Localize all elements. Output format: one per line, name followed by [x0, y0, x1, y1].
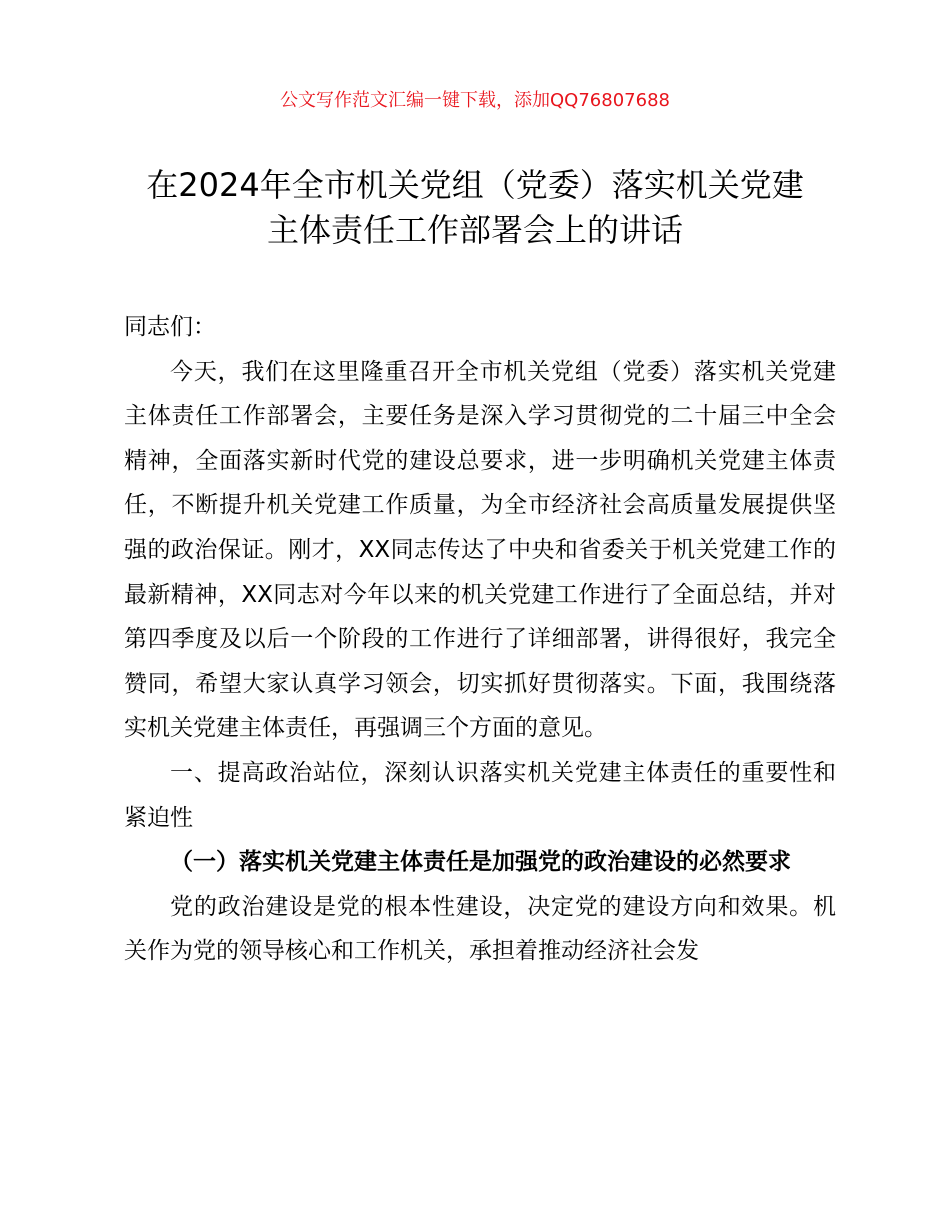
salutation: 同志们：: [124, 314, 216, 340]
intro-paragraph: 今天，我们在这里隆重召开全市机关党组（党委）落实机关党建主体责任工作部署会，主要任务是深入学习贯彻党的二十届三中全会精神，全面落实新时代党的建设总要求，进一步明确机关党建主体责任，不断提升机关党建工作质量，为全市经济社会高质量发展提供坚强的政治保证。刚才，XX同志传达了中央和省委关于机关党建工作的最新精神，XX同志对今年以来的机关党建工作进行了全面总结，并对第四季度及以后一个阶段的工作进行了详细部署，讲得很好，我完全赞同，希望大家认真学习领会，切实抓好贯彻落实。下面，我围绕落实机关党建主体责任，再强调三个方面的意见。: [124, 358, 836, 742]
watermark-banner: 公文写作范文汇编一键下载，添加QQ76807688: [280, 90, 670, 111]
document-title: [100, 163, 850, 253]
document-body: [124, 305, 836, 974]
subsection-heading: （一）落实机关党建主体责任是加强党的政治建设的必然要求: [170, 849, 791, 876]
title-line-2: 主体责任工作部署会上的讲话: [266, 211, 683, 249]
subsection-paragraph: 党的政治建设是党的根本性建设，决定党的建设方向和效果。机关作为党的领导核心和工作机关，承担着推动经济社会发: [124, 893, 836, 965]
title-line-1: 在2024年全市机关党组（党委）落实机关党建: [146, 166, 804, 204]
section-heading: 一、提高政治站位，深刻认识落实机关党建主体责任的重要性和紧迫性: [124, 759, 836, 831]
